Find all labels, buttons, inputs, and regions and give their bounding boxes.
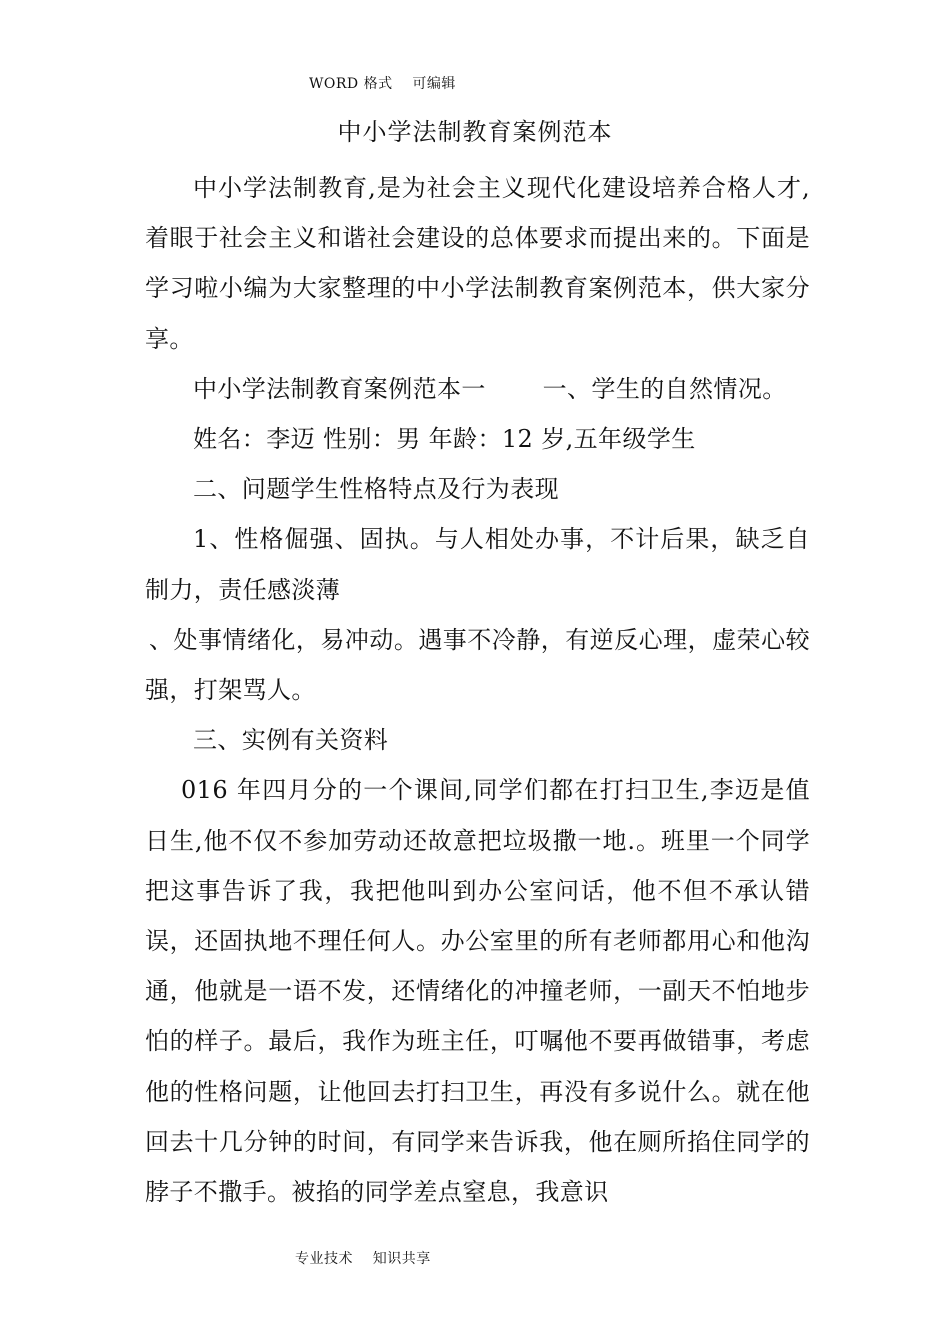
paragraph-student-info: 姓名：李迈 性别：男 年龄：12 岁,五年级学生: [193, 425, 696, 454]
document-title: 中小学法制教育案例范本: [337, 118, 613, 146]
paragraph-trait-two: 、处事情绪化，易冲动。遇事不冷静，有逆反心理，虚荣心较强，打架骂人。: [145, 625, 810, 705]
page-header: WORD 格式 可编辑: [309, 76, 456, 92]
document-body: [145, 163, 810, 1217]
paragraph-case-heading: 中小学法制教育案例范本一 一、学生的自然情况。: [193, 374, 787, 403]
paragraph-section-two: 二、问题学生性格特点及行为表现: [193, 475, 559, 504]
paragraph-intro: 中小学法制教育,是为社会主义现代化建设培养合格人才,着眼于社会主义和谐社会建设的总体要求而提出来的。下面是学习啦小编为大家整理的中小学法制教育案例范本，供大家分享。: [145, 174, 810, 353]
paragraph-section-three: 三、实例有关资料: [193, 726, 389, 755]
paragraph-case-details: 016 年四月分的一个课间,同学们都在打扫卫生,李迈是值日生,他不仅不参加劳动还故意把垃圾撒一地.。班里一个同学把这事告诉了我，我把他叫到办公室问话，他不但不承认错误，还固执地不理任何人。办公室里的所有老师都用心和他沟通，他就是一语不发，还情绪化的冲撞老师，一副天不怕地步怕的样子。最后，我作为班主任，叮嘱他不要再做错事，考虑他的性格问题，让他回去打扫卫生，再没有多说什么。就在他回去十几分钟的时间，有同学来告诉我，他在厕所掐住同学的脖子不撒手。被掐的同学差点窒息，我意识: [145, 776, 810, 1207]
page-footer: 专业技术 知识共享: [295, 1251, 431, 1267]
paragraph-trait-one: 1、性格倔强、固执。与人相处办事，不计后果，缺乏自制力，责任感淡薄: [145, 525, 810, 604]
